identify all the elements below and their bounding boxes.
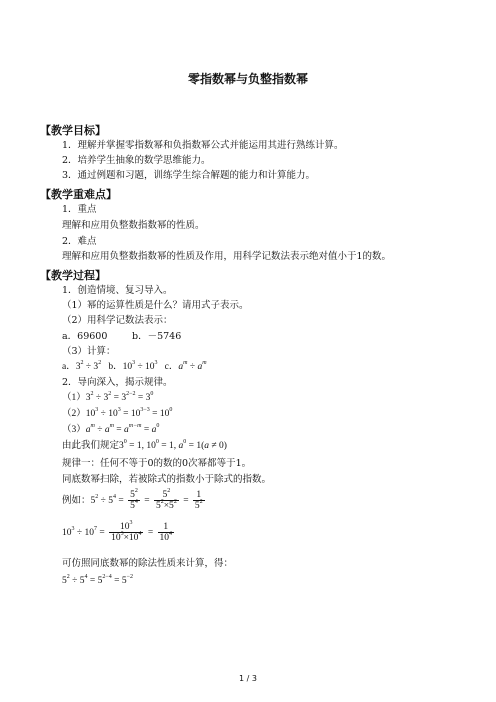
example-10-division: $10^3 \div 10^7$ = $\frac{10^3}{10^3\times 10^4}$ = $\frac{1}{10^4}$ xyxy=(62,520,173,544)
analogy-line: 可仿照同底数幂的除法性质来计算，得： xyxy=(62,558,234,569)
negative-exponent-result: $5^2 \div 5^4 = 5^{2-4} = 5^{-2}$ xyxy=(62,574,133,586)
process-line-1: 1．创造情境、复习导入。 xyxy=(62,285,173,296)
section-heading-process: 【教学过程】 xyxy=(40,269,106,282)
example-5-division: 例如：$5^2 \div 5^4$ = $\frac{5^2}{5^4}$ = $\frac{5^2}{5^2\times 5^2}$ = $\frac{1}{5^2}$ xyxy=(62,488,203,512)
rule-one-text: 规律一：任何不等于0的数的0次幂都等于1。 xyxy=(62,458,252,469)
definition-line: 由此我们规定$3^0 = 1$, $10^0 = 1$, $a^0 = 1(a \ne 0)$ xyxy=(62,439,227,451)
rule-example-1: $(1)3^2 \div 3^2 = 3^{2-2} = 3^0$ xyxy=(62,391,154,403)
key-line-2: 理解和应用负整数指数幂的性质。 xyxy=(62,220,205,231)
goal-item-3: 3．通过例题和习题，训练学生综合解题的能力和计算能力。 xyxy=(62,170,316,181)
key-line-1: 1．重点 xyxy=(62,204,97,215)
page-title: 零指数幂与负整指数幂 xyxy=(187,72,308,86)
key-line-4: 理解和应用负整数指数幂的性质及作用，用科学记数法表示绝对值小于1的数。 xyxy=(62,251,392,262)
goal-item-1: 1．理解并掌握零指数幂和负指数幂公式并能运用其进行熟练计算。 xyxy=(62,140,344,151)
process-line-2: （1）幂的运算性质是什么？请用式子表示。 xyxy=(62,300,249,311)
process-line-4a: a．69600 xyxy=(62,331,108,342)
rule-example-3: $(3)a^m \div a^m = a^{m-m} = a^0$ xyxy=(62,423,160,435)
process-line-7: 2．导向深入，揭示规律。 xyxy=(62,377,173,388)
key-line-3: 2．难点 xyxy=(62,236,97,247)
process-line-4b: b．－5746 xyxy=(132,331,182,342)
page-number: 1 / 3 xyxy=(239,674,257,683)
compute-expressions: a．$3^2 \div 3^2$ b．$10^3 \div 10^3$ c．$a^m \div a^m$ xyxy=(62,360,207,372)
division-note: 同底数幂扫除，若被除式的指数小于除式的指数。 xyxy=(62,474,272,485)
section-heading-goals: 【教学目标】 xyxy=(40,124,106,137)
rule-example-2: $(2)10^3 \div 10^3 = 10^{3-3} = 10^0$ xyxy=(62,407,173,419)
section-heading-key: 【教学重难点】 xyxy=(40,188,117,201)
goal-item-2: 2．培养学生抽象的数学思维能力。 xyxy=(62,155,211,166)
process-line-3: （2）用科学记数法表示： xyxy=(62,315,173,326)
process-line-5: （3）计算： xyxy=(62,346,116,357)
